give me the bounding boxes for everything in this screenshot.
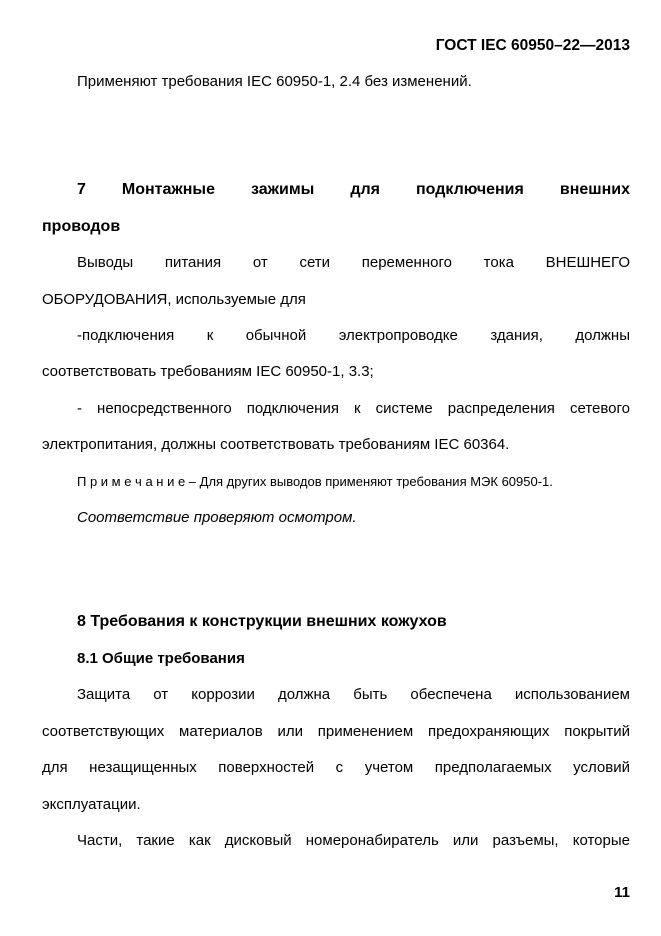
section-7-paragraph-3 (42, 391, 630, 464)
intro-paragraph: Применяют требования IEC 60950-1, 2.4 без изменений. (77, 73, 472, 90)
section-7-heading (42, 172, 630, 245)
section-7-heading-line-2: проводов (42, 217, 121, 235)
section-7-paragraph-1 (42, 245, 630, 318)
paragraph-line: -подключения к обычной электропроводке здания, должны (77, 327, 630, 345)
paragraph-line: Выводы питания от сети переменного тока ВНЕШНЕГО (77, 254, 630, 272)
section-8-paragraph-1 (42, 677, 630, 823)
section-7-note: П р и м е ч а н и е – Для других выводов применяют требования МЭК 60950-1. (77, 473, 553, 489)
paragraph-line: соответствовать требованиям IEC 60950-1, 3.3; (42, 363, 374, 381)
section-8-heading: 8 Требования к конструкции внешних кожухов (77, 613, 447, 631)
section-7-paragraph-2 (42, 318, 630, 391)
paragraph-line: Защита от коррозии должна быть обеспечена использованием (77, 686, 630, 704)
section-7-heading-line-1: 7 Монтажные зажимы для подключения внешних (77, 181, 630, 199)
paragraph-line: - непосредственного подключения к системе распределения сетевого (77, 399, 630, 417)
paragraph-line: электропитания, должны соответствовать требованиям IEC 60364. (42, 436, 510, 454)
paragraph-line: эксплуатации. (42, 795, 141, 813)
section-8-1-subheading: 8.1 Общие требования (77, 649, 245, 667)
paragraph-line: соответствующих материалов или применением предохраняющих покрытий (42, 722, 630, 740)
document-code-header: ГОСТ IEC 60950–22—2013 (435, 37, 630, 54)
paragraph-line: ОБОРУДОВАНИЯ, используемые для (42, 290, 306, 308)
page-number: 11 (614, 884, 630, 902)
section-8-paragraph-2 (42, 823, 630, 859)
paragraph-line: Части, такие как дисковый номеронабиратель или разъемы, которые (77, 831, 630, 849)
paragraph-line: для незащищенных поверхностей с учетом предполагаемых условий (42, 759, 630, 777)
section-7-compliance-text: Соответствие проверяют осмотром. (77, 509, 357, 527)
